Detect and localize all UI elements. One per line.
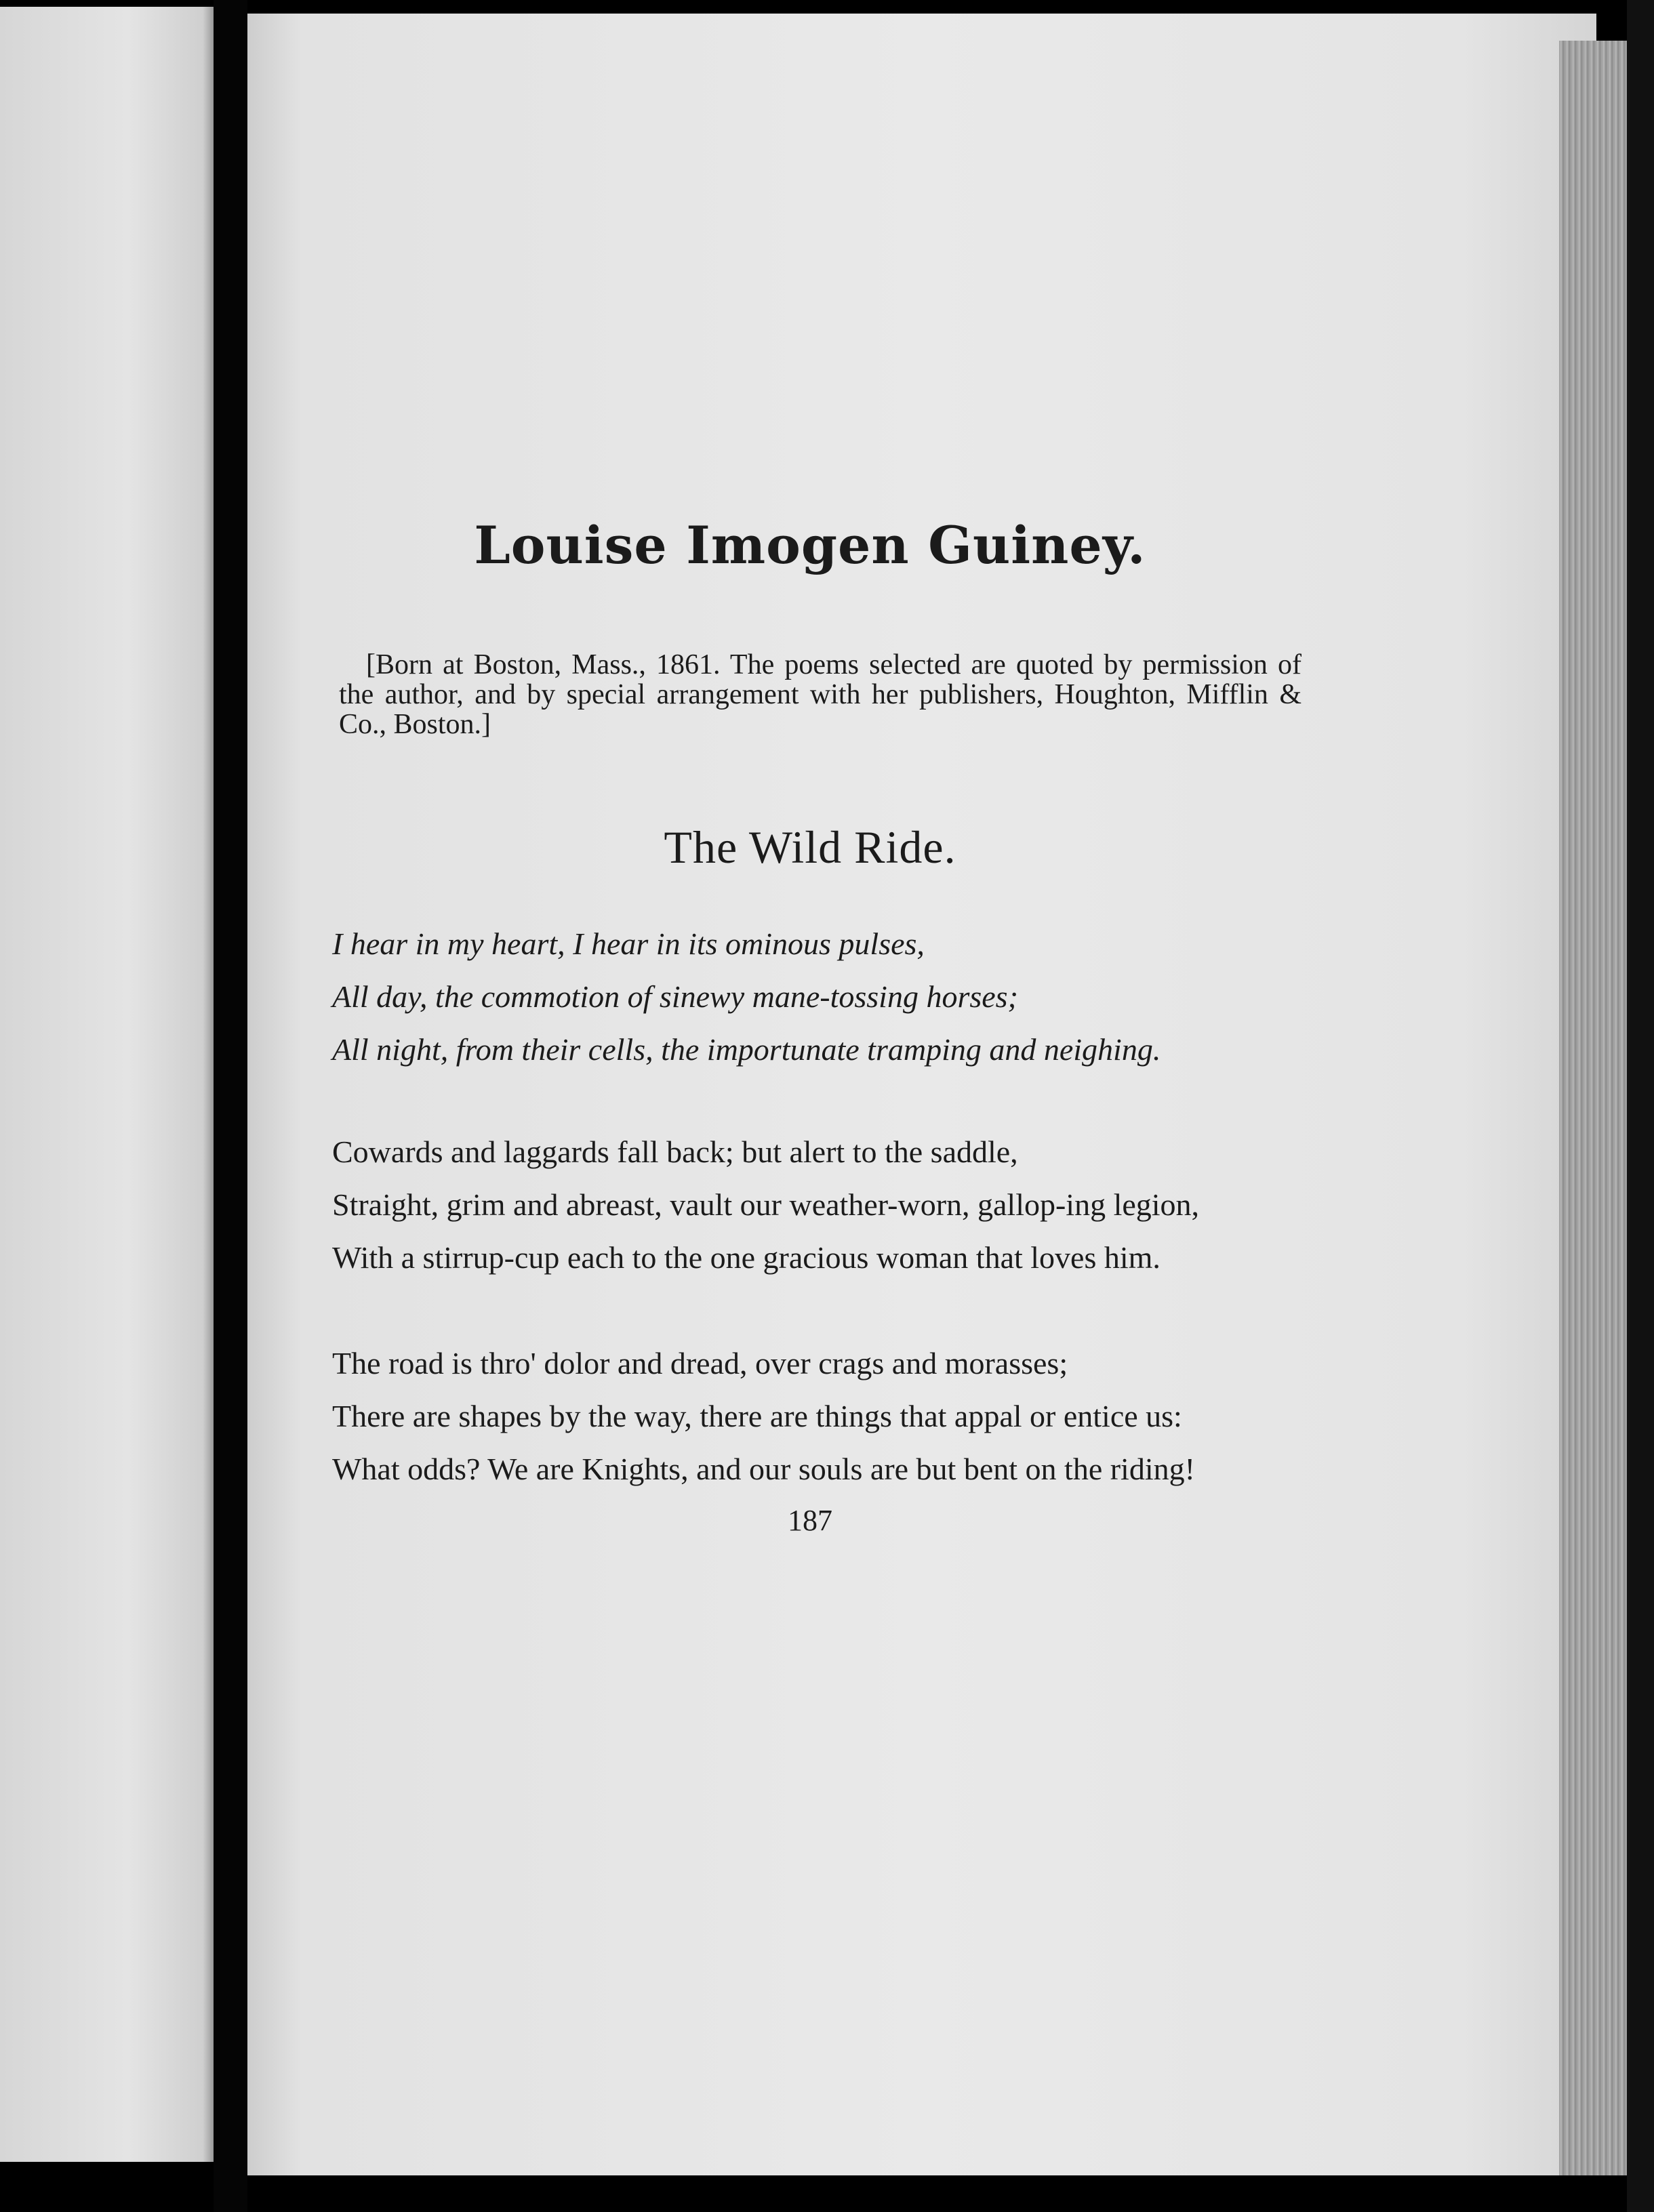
author-heading: Louise Imogen Guiney. — [474, 515, 1146, 575]
poem-line: The road is thro' dolor and dread, over crags and morasses; — [332, 1346, 1068, 1380]
poem-title: The Wild Ride. — [664, 821, 956, 873]
scan-border — [1627, 0, 1654, 2212]
poem-line: All night, from their cells, the importunate tramping and neighing. — [332, 1032, 1161, 1067]
poem-line: I hear in my heart, I hear in its ominous pulses, — [332, 926, 925, 961]
poem-line: With a stirrup-cup each to the one gracious woman that loves him. — [332, 1240, 1161, 1275]
stanza-1 — [332, 925, 1302, 1069]
poem-line: Cowards and laggards fall back; but alert to the saddle, — [332, 1134, 1018, 1169]
page-content — [319, 515, 1302, 1538]
stanza-3 — [332, 1345, 1302, 1488]
poem-line: There are shapes by the way, there are things that appal or entice us: — [332, 1399, 1182, 1433]
poem-line: Straight, grim and abreast, vault our weather-worn, gallop-ing legion, — [332, 1187, 1200, 1222]
bio-note: [Born at Boston, Mass., 1861. The poems selected are quoted by permission of the author, and by special arrangement with her publishers, Houghton, Mifflin & Co., Boston.] — [339, 649, 1302, 740]
facing-left-page — [0, 7, 214, 2162]
poem-line: All day, the commotion of sinewy mane-tossing horses; — [332, 979, 1018, 1014]
poem-line: What odds? We are Knights, and our souls are but bent on the riding! — [332, 1452, 1195, 1486]
page-number: 187 — [788, 1504, 832, 1537]
stanza-2 — [332, 1133, 1302, 1277]
book-gutter — [214, 0, 247, 2212]
